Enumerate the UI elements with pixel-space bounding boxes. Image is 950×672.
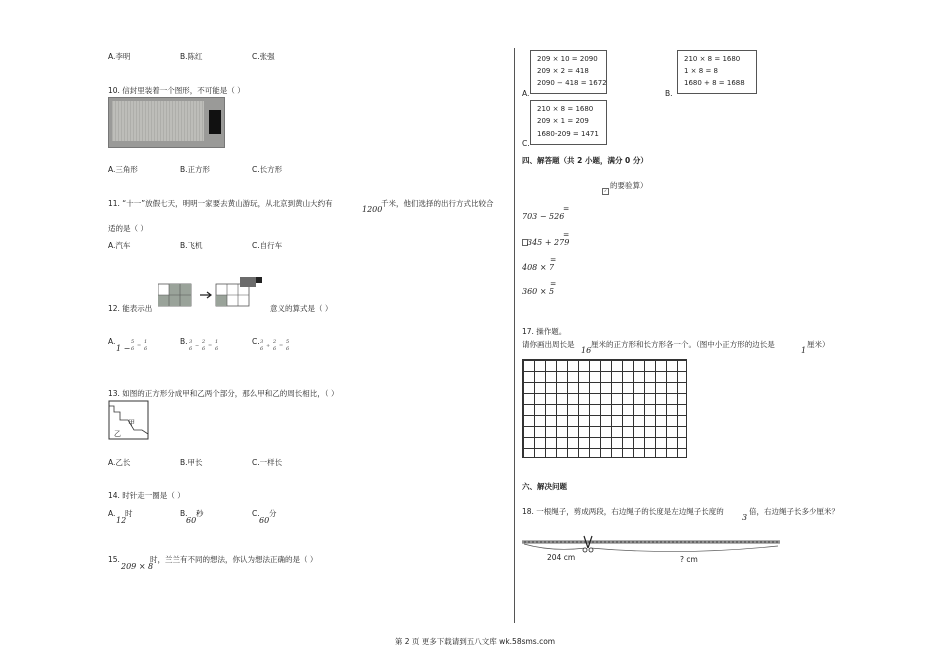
q14-option-c-num: 60 [259,516,270,525]
q15-option-b-label: B. [665,89,673,98]
q17-text-b: 厘米的正方形和长方形各一个。（图中小正方形的边长是 [591,340,775,349]
q11-option-b: B.飞机 [180,241,203,250]
q10-option-c: C.长方形 [252,165,283,174]
q10-option-b: B.正方形 [180,165,211,174]
q14-option-b-unit: 秒 [196,509,204,518]
q12-option-a-expr: 1 − [116,344,131,353]
q15-expression: 209 × 8 [121,562,154,571]
q15-a-line-3: 2090 − 418 = 1672 [537,79,607,87]
q12-c-frac1-num: 3 [260,339,264,345]
q12-c-eq: = [279,343,284,349]
q12-c-plus: + [266,343,271,349]
q16-expr-3: 408 × 7 [522,263,555,272]
q12-b-frac1-den: 6 [189,346,193,352]
q18-left-length: 204 cm [547,553,576,562]
q15-a-line-1: 209 × 10 = 2090 [537,55,598,63]
q14-option-a-label: A. [108,509,116,518]
q11-question-a: 11. “十一”放假七天，明明一家要去黄山游玩，从北京到黄山大约有 [108,199,333,208]
q16-eq-1: = [563,204,570,213]
q15-label: 15. [108,555,120,564]
q12-b-frac3-num: 1 [215,339,219,345]
q12-a-frac1-num: 5 [131,339,135,345]
q13-label-yi: 乙 [114,430,121,438]
q15-c-line-1: 210 × 8 = 1680 [537,105,594,113]
q16-eq-3: = [550,255,557,264]
check-mark-icon: ✓ [603,188,608,193]
drawing-grid [522,359,687,458]
q17-text-a: 请你画出周长是 [522,340,575,349]
q10-option-a: A.三角形 [108,165,138,174]
q13-option-b: B.甲长 [180,458,203,467]
q11-distance: 1200 [362,205,383,214]
q12-b-minus: − [195,343,200,349]
q15-option-a-label: A. [522,89,530,98]
q11-question-c: 适的是（ ） [108,224,148,233]
q13-label-jia: 甲 [128,419,135,427]
q10-question: 10. 信封里装着一个图形，不可能是（ ） [108,86,245,95]
q12-a-frac2-num: 1 [144,339,148,345]
q15-option-a-box [530,50,607,94]
q15-c-line-3: 1680-209 = 1471 [537,130,599,138]
q13-option-a: A.乙长 [108,458,131,467]
q12-b-frac2-den: 6 [202,346,206,352]
hidden-shape [209,110,221,134]
section-6-heading: 六、解决问题 [522,482,567,491]
q12-c-frac3-den: 6 [286,346,290,352]
q12-a-eq: = [137,343,142,349]
q15-b-line-2: 1 × 8 = 8 [684,67,718,75]
q12-a-frac2-den: 6 [144,346,148,352]
q15-option-c-box [530,100,607,145]
q15-option-b-box [677,50,757,94]
column-divider [514,48,515,623]
q15-c-line-2: 209 × 1 = 209 [537,117,589,125]
q16-expr-2: 345 + 279 [527,238,570,247]
q15-b-line-3: 1680 + 8 = 1688 [684,79,745,87]
q18-text-b: 倍，右边绳子长多少厘米？ [749,507,839,516]
q12-c-frac2-num: 2 [273,339,277,345]
q15-b-line-1: 210 × 8 = 1680 [684,55,741,63]
q12-c-frac1-den: 6 [260,346,264,352]
q14-option-c-label: C. [252,509,260,518]
q11-question-b: 千米，他们选择的出行方式比较合 [381,199,494,208]
q16-expr-1: 703 − 526 [522,212,565,221]
q17-side: 1 [801,346,807,355]
q18-text-a: 18. 一根绳子，剪成两段，右边绳子的长度是左边绳子长度的 [522,507,724,516]
q16-eq-2: = [563,230,570,239]
envelope-window [112,101,204,141]
q12-a-frac1-den: 6 [131,346,135,352]
q16-question-b: 的要验算） [610,181,648,190]
q12-c-frac2-den: 6 [273,346,277,352]
q14-option-b-label: B. [180,509,188,518]
q12-b-eq: = [208,343,213,349]
q12-figure [158,275,268,307]
q17-perimeter: 16 [581,346,592,355]
q12-b-frac2-num: 2 [202,339,206,345]
q12-b-frac3-den: 6 [215,346,219,352]
q14-question: 14. 时针走一圈是（ ） [108,491,185,500]
q11-option-a: A.汽车 [108,241,131,250]
q16-expr-4: 360 × 5 [522,287,555,296]
q15-option-c-label: C. [522,139,530,148]
q12-option-a-label: A. [108,337,116,346]
envelope-image [108,97,225,148]
q9-option-c: C.张强 [252,52,275,61]
q15-a-line-2: 209 × 2 = 418 [537,67,589,75]
q17-text-c: 厘米） [807,340,830,349]
q16-eq-4: = [550,279,557,288]
q14-option-a-num: 12 [116,516,127,525]
q18-right-length: ? cm [680,555,698,564]
q12-c-frac3-num: 5 [286,339,290,345]
q12-option-b-label: B. [180,337,188,346]
q12-option-c-label: C. [252,337,260,346]
q13-option-c: C.一样长 [252,458,283,467]
q14-option-b-num: 60 [186,516,197,525]
page-footer: 第 2 页 更多下载请到五八文库 wk.58sms.com [394,637,556,646]
q13-question: 13. 如图的正方形分成甲和乙两个部分，那么甲和乙的周长相比，（ ） [108,389,339,398]
q9-option-b: B.陈红 [180,52,203,61]
q14-option-c-unit: 分 [269,509,277,518]
q17-title: 17. 操作题。 [522,327,567,336]
q12-question-a: 12. 能表示出 [108,304,153,313]
q12-b-frac1-num: 3 [189,339,193,345]
q15-question: 时，兰兰有不同的想法，你认为想法正确的是（ ） [150,555,318,564]
q14-option-a-unit: 时 [125,509,133,518]
q9-option-a: A.李明 [108,52,131,61]
q12-question-b: 意义的算式是（ ） [270,304,333,313]
section-4-heading: 四、解答题（共 2 小题，满分 0 分） [522,156,648,165]
q11-option-c: C.自行车 [252,241,283,250]
q18-multiple: 3 [742,513,748,522]
